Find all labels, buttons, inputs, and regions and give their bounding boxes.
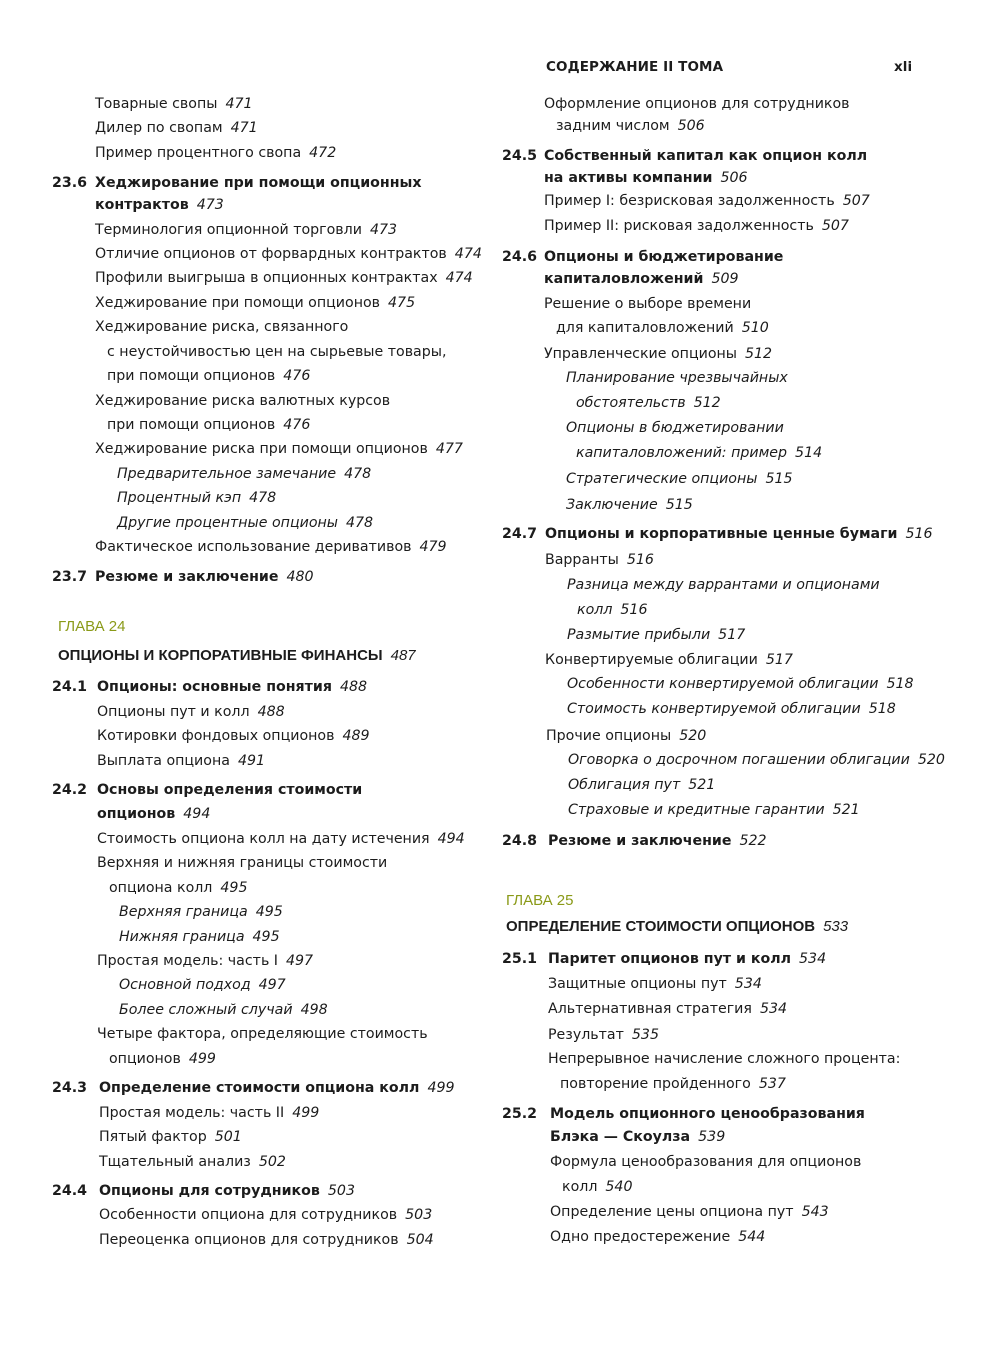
- entry-text: [117, 513, 373, 533]
- page-ref: 487: [390, 647, 416, 664]
- page-ref: 499: [292, 1105, 320, 1121]
- section-number: 24.4: [52, 1183, 88, 1199]
- entry-title: Облигация пут: [568, 777, 681, 793]
- page-ref: 489: [342, 728, 370, 744]
- entry-title: опционов: [109, 1051, 181, 1067]
- page-ref: 472: [309, 145, 337, 161]
- entry-title: Формула ценообразования для опционов: [550, 1154, 862, 1170]
- entry-text: [566, 418, 784, 438]
- entry-text: [550, 1227, 765, 1247]
- entry-text: [97, 1024, 428, 1044]
- page-ref: 503: [405, 1207, 433, 1223]
- entry-title: Резюме и заключение: [95, 569, 279, 585]
- page-ref: 473: [369, 222, 398, 238]
- page-ref: 533: [823, 918, 849, 935]
- page-ref: 474: [454, 246, 482, 262]
- entry-title: Котировки фондовых опционов: [97, 728, 335, 744]
- page-ref: 495: [220, 880, 248, 896]
- entry-text: [107, 342, 446, 362]
- entry-text: [567, 625, 745, 645]
- entry-title: Конвертируемые облигации: [545, 652, 758, 668]
- entry-title: Хеджирование риска валютных курсов: [95, 393, 391, 409]
- entry-text: [58, 646, 416, 666]
- page-ref: 479: [419, 539, 447, 555]
- entry-text: [545, 650, 793, 670]
- entry-title: задним числом: [556, 118, 670, 134]
- entry-text: [544, 294, 751, 314]
- entry-title: с неустойчивостью цен на сырьевые товары,: [107, 344, 447, 360]
- entry-title: Хеджирование при помощи опционов: [95, 295, 381, 311]
- entry-text: [119, 927, 280, 947]
- page-ref: 480: [286, 569, 314, 585]
- section-number: 24.2: [52, 782, 88, 798]
- page-ref: 499: [427, 1080, 455, 1096]
- entry-title: Опционы и корпоративные ценные бумаги: [545, 526, 898, 542]
- entry-text: [545, 550, 654, 570]
- entry-title: Пример II: рисковая задолженность: [544, 218, 814, 234]
- entry-text: [568, 800, 860, 820]
- page-ref: 471: [230, 120, 258, 136]
- page-ref: 534: [759, 1001, 788, 1017]
- page-ref: 495: [255, 904, 283, 920]
- entry-text: [548, 949, 826, 969]
- running-header-title: СОДЕРЖАНИЕ II ТОМА: [546, 59, 724, 75]
- page-ref: 539: [698, 1129, 726, 1145]
- page-ref: 512: [745, 346, 773, 362]
- entry-title: Верхняя и нижняя границы стоимости: [97, 855, 388, 871]
- entry-title: Особенности опциона для сотрудников: [99, 1207, 398, 1223]
- entry-title: капиталовложений: [544, 271, 704, 287]
- entry-title: Оформление опционов для сотрудников: [544, 96, 850, 112]
- entry-title: Резюме и заключение: [548, 833, 732, 849]
- page-ref: 478: [344, 466, 372, 482]
- entry-title: Переоценка опционов для сотрудников: [99, 1232, 399, 1248]
- entry-title: Пятый фактор: [99, 1129, 207, 1145]
- entry-title: Процентный кэп: [117, 490, 242, 506]
- entry-text: [95, 195, 224, 215]
- section-number: 24.3: [52, 1080, 88, 1096]
- entry-text: [99, 1127, 242, 1147]
- entry-title: Определение стоимости опциона колл: [99, 1080, 420, 1096]
- entry-text: [99, 1152, 286, 1172]
- page-ref: 476: [283, 368, 311, 384]
- entry-title: Страховые и кредитные гарантии: [568, 802, 825, 818]
- entry-title: Верхняя граница: [119, 904, 248, 920]
- page-ref: 520: [917, 752, 945, 768]
- entry-text: [544, 247, 783, 267]
- page-ref: 517: [765, 652, 793, 668]
- entry-text: [568, 750, 945, 770]
- entry-title: Оговорка о досрочном погашении облигации: [568, 752, 910, 768]
- entry-text: [567, 674, 914, 694]
- entry-text: [97, 829, 465, 849]
- entry-title: Стоимость опциона колл на дату истечения: [97, 831, 430, 847]
- section-number: 25.2: [502, 1106, 538, 1122]
- entry-title: повторение пройденного: [560, 1076, 751, 1092]
- page-ref: 535: [631, 1027, 659, 1043]
- entry-title: Основной подход: [119, 977, 251, 993]
- entry-title: Варранты: [545, 552, 619, 568]
- entry-title: ОПРЕДЕЛЕНИЕ СТОИМОСТИ ОПЦИОНОВ: [506, 918, 816, 935]
- entry-text: [556, 116, 705, 136]
- entry-title: Фактическое использование деривативов: [95, 539, 412, 555]
- entry-text: [95, 439, 463, 459]
- entry-text: [548, 999, 787, 1019]
- entry-text: [567, 699, 896, 719]
- page-ref: 516: [626, 552, 654, 568]
- page-ref: 498: [300, 1002, 328, 1018]
- page-ref: 473: [196, 197, 224, 213]
- entry-text: [544, 269, 739, 289]
- entry-text: [546, 726, 706, 746]
- entry-text: [576, 443, 822, 463]
- page-ref: 516: [620, 602, 648, 618]
- entry-text: [566, 368, 788, 388]
- entry-text: [544, 344, 772, 364]
- entry-title: Стратегические опционы: [566, 471, 758, 487]
- page-ref: 510: [741, 320, 769, 336]
- entry-text: [577, 600, 647, 620]
- entry-title: Дилер по свопам: [95, 120, 223, 136]
- entry-text: [95, 567, 314, 587]
- entry-text: [548, 1025, 659, 1045]
- entry-title: Четыре фактора, определяющие стоимость: [97, 1026, 428, 1042]
- entry-title: на активы компании: [544, 170, 713, 186]
- section-number: 23.7: [52, 569, 88, 585]
- entry-text: [97, 951, 313, 971]
- page-ref: 478: [249, 490, 277, 506]
- entry-title: Выплата опциона: [97, 753, 230, 769]
- entry-title: Определение цены опциона пут: [550, 1204, 794, 1220]
- entry-title: ГЛАВА 25: [506, 892, 574, 909]
- page-ref: 503: [327, 1183, 355, 1199]
- section-number: 23.6: [52, 175, 88, 191]
- page-ref: 474: [445, 270, 473, 286]
- entry-text: [107, 366, 310, 386]
- entry-title: колл: [577, 602, 613, 618]
- entry-title: Другие процентные опционы: [117, 515, 338, 531]
- entry-text: [99, 1181, 355, 1201]
- page-ref: 534: [734, 976, 762, 992]
- entry-title: при помощи опционов: [107, 368, 276, 384]
- entry-text: [109, 1049, 216, 1069]
- page-ref: 477: [435, 441, 463, 457]
- entry-text: [99, 1103, 319, 1123]
- page-ref: 518: [886, 676, 914, 692]
- entry-title: Особенности конвертируемой облигации: [567, 676, 879, 692]
- entry-title: Опционы в бюджетировании: [566, 420, 784, 436]
- page-ref: 507: [821, 218, 849, 234]
- entry-title: Заключение: [566, 497, 658, 513]
- section-number: 24.5: [502, 148, 538, 164]
- entry-title: контрактов: [95, 197, 189, 213]
- entry-text: [99, 1078, 455, 1098]
- page-ref: 475: [388, 295, 416, 311]
- entry-text: [117, 464, 371, 484]
- entry-title: Профили выигрыша в опционных контрактах: [95, 270, 438, 286]
- entry-title: обстоятельств: [576, 395, 686, 411]
- entry-title: Паритет опционов пут и колл: [548, 951, 792, 967]
- entry-text: [97, 751, 265, 771]
- page-ref: 476: [283, 417, 311, 433]
- entry-text: [576, 393, 721, 413]
- entry-text: [99, 1230, 434, 1250]
- entry-title: Непрерывное начисление сложного процента:: [548, 1051, 901, 1067]
- page-ref: 506: [677, 118, 705, 134]
- entry-text: [97, 780, 362, 800]
- page-ref: 514: [795, 445, 823, 461]
- entry-text: [119, 1000, 328, 1020]
- entry-text: [58, 617, 126, 637]
- entry-text: [95, 244, 482, 264]
- entry-title: Решение о выборе времени: [544, 296, 752, 312]
- entry-text: [95, 220, 397, 240]
- entry-text: [95, 317, 348, 337]
- page-ref: 515: [665, 497, 693, 513]
- entry-title: Простая модель: часть II: [99, 1105, 285, 1121]
- section-number: 25.1: [502, 951, 538, 967]
- page-ref: 517: [718, 627, 746, 643]
- entry-title: Пример I: безрисковая задолженность: [544, 193, 835, 209]
- page-ref: 499: [188, 1051, 216, 1067]
- entry-title: Простая модель: часть I: [97, 953, 278, 969]
- entry-text: [506, 917, 848, 937]
- section-number: 24.7: [502, 526, 538, 542]
- entry-text: [506, 891, 574, 911]
- entry-title: Опционы: основные понятия: [97, 679, 332, 695]
- page-ref: 515: [765, 471, 793, 487]
- entry-title: Опционы для сотрудников: [99, 1183, 320, 1199]
- entry-text: [97, 677, 367, 697]
- page-ref: 512: [693, 395, 721, 411]
- entry-title: опционов: [97, 806, 176, 822]
- entry-title: Опционы пут и колл: [97, 704, 250, 720]
- entry-title: Хеджирование при помощи опционных: [95, 175, 422, 191]
- page-ref: 534: [799, 951, 827, 967]
- entry-title: Результат: [548, 1027, 624, 1043]
- page-ref: 506: [720, 170, 748, 186]
- page-ref: 544: [738, 1229, 766, 1245]
- page-ref: 491: [237, 753, 266, 769]
- entry-title: опциона колл: [109, 880, 213, 896]
- page-number: xli: [894, 59, 913, 75]
- entry-text: [109, 878, 247, 898]
- entry-text: [566, 469, 793, 489]
- entry-title: Собственный капитал как опцион колл: [544, 148, 868, 164]
- page-ref: 501: [214, 1129, 242, 1145]
- page-ref: 518: [868, 701, 896, 717]
- entry-title: колл: [562, 1179, 598, 1195]
- entry-title: Размытие прибыли: [567, 627, 711, 643]
- entry-title: при помощи опционов: [107, 417, 276, 433]
- entry-text: [95, 173, 421, 193]
- page-ref: 509: [711, 271, 739, 287]
- entry-title: Стоимость конвертируемой облигации: [567, 701, 861, 717]
- section-number: 24.8: [502, 833, 538, 849]
- entry-text: [548, 1049, 900, 1069]
- entry-text: [95, 94, 253, 114]
- page-ref: 522: [739, 833, 767, 849]
- entry-text: [545, 524, 933, 544]
- page-ref: 520: [679, 728, 707, 744]
- page-ref: 497: [258, 977, 286, 993]
- entry-title: ГЛАВА 24: [58, 618, 126, 635]
- page-ref: 494: [437, 831, 465, 847]
- entry-text: [544, 191, 870, 211]
- entry-title: Терминология опционной торговли: [95, 222, 362, 238]
- page-ref: 507: [842, 193, 870, 209]
- entry-text: [95, 293, 415, 313]
- entry-title: Пример процентного свопа: [95, 145, 302, 161]
- entry-text: [568, 775, 715, 795]
- entry-text: [544, 146, 867, 166]
- entry-title: Хеджирование риска, связанного: [95, 319, 349, 335]
- entry-text: [550, 1152, 861, 1172]
- entry-text: [95, 391, 390, 411]
- entry-title: Разница между варрантами и опционами: [567, 577, 880, 593]
- entry-text: [95, 537, 447, 557]
- page-ref: 478: [346, 515, 374, 531]
- page-ref: 488: [339, 679, 368, 695]
- entry-text: [95, 268, 473, 288]
- entry-title: Нижняя граница: [119, 929, 245, 945]
- entry-title: для капиталовложений: [556, 320, 734, 336]
- entry-text: [560, 1074, 786, 1094]
- page-ref: 521: [832, 802, 860, 818]
- entry-text: [556, 318, 769, 338]
- entry-title: Опционы и бюджетирование: [544, 249, 784, 265]
- entry-text: [550, 1104, 865, 1124]
- entry-text: [119, 975, 286, 995]
- entry-title: Основы определения стоимости: [97, 782, 363, 798]
- page-ref: 521: [688, 777, 716, 793]
- entry-title: Альтернативная стратегия: [548, 1001, 752, 1017]
- entry-title: Защитные опционы пут: [548, 976, 727, 992]
- page-ref: 502: [258, 1154, 286, 1170]
- entry-text: [119, 902, 283, 922]
- entry-text: [107, 415, 310, 435]
- entry-title: Более сложный случай: [119, 1002, 293, 1018]
- entry-text: [97, 853, 387, 873]
- page-ref: 537: [758, 1076, 786, 1092]
- entry-text: [548, 831, 767, 851]
- entry-text: [567, 575, 880, 595]
- entry-title: ОПЦИОНЫ И КОРПОРАТИВНЫЕ ФИНАНСЫ: [58, 647, 383, 664]
- page-ref: 494: [183, 806, 211, 822]
- page-ref: 497: [286, 953, 314, 969]
- entry-text: [97, 726, 370, 746]
- page-ref: 504: [406, 1232, 434, 1248]
- entry-text: [566, 495, 693, 515]
- page-ref: 495: [252, 929, 280, 945]
- entry-title: Предварительное замечание: [117, 466, 337, 482]
- entry-text: [550, 1127, 725, 1147]
- entry-text: [117, 488, 276, 508]
- page-ref: 540: [605, 1179, 633, 1195]
- entry-title: Блэка — Скоулза: [550, 1129, 691, 1145]
- page-ref: 471: [225, 96, 253, 112]
- entry-title: Планирование чрезвычайных: [566, 370, 788, 386]
- entry-title: Одно предостережение: [550, 1229, 731, 1245]
- entry-text: [99, 1205, 432, 1225]
- entry-title: Модель опционного ценообразования: [550, 1106, 865, 1122]
- entry-title: Управленческие опционы: [544, 346, 737, 362]
- entry-text: [550, 1202, 829, 1222]
- entry-title: Хеджирование риска при помощи опционов: [95, 441, 428, 457]
- entry-title: Прочие опционы: [546, 728, 672, 744]
- entry-text: [97, 804, 210, 824]
- entry-text: [544, 94, 850, 114]
- entry-text: [544, 168, 748, 188]
- entry-text: [548, 974, 762, 994]
- entry-title: Отличие опционов от форвардных контрактов: [95, 246, 447, 262]
- section-number: 24.1: [52, 679, 88, 695]
- entry-title: капиталовложений: пример: [576, 445, 788, 461]
- page-ref: 488: [257, 704, 285, 720]
- entry-text: [95, 118, 258, 138]
- entry-text: [562, 1177, 632, 1197]
- entry-text: [97, 702, 285, 722]
- page-ref: 516: [905, 526, 933, 542]
- entry-text: [95, 143, 336, 163]
- entry-title: Товарные свопы: [95, 96, 218, 112]
- entry-title: Тщательный анализ: [99, 1154, 251, 1170]
- entry-text: [544, 216, 849, 236]
- page-ref: 543: [801, 1204, 829, 1220]
- section-number: 24.6: [502, 249, 538, 265]
